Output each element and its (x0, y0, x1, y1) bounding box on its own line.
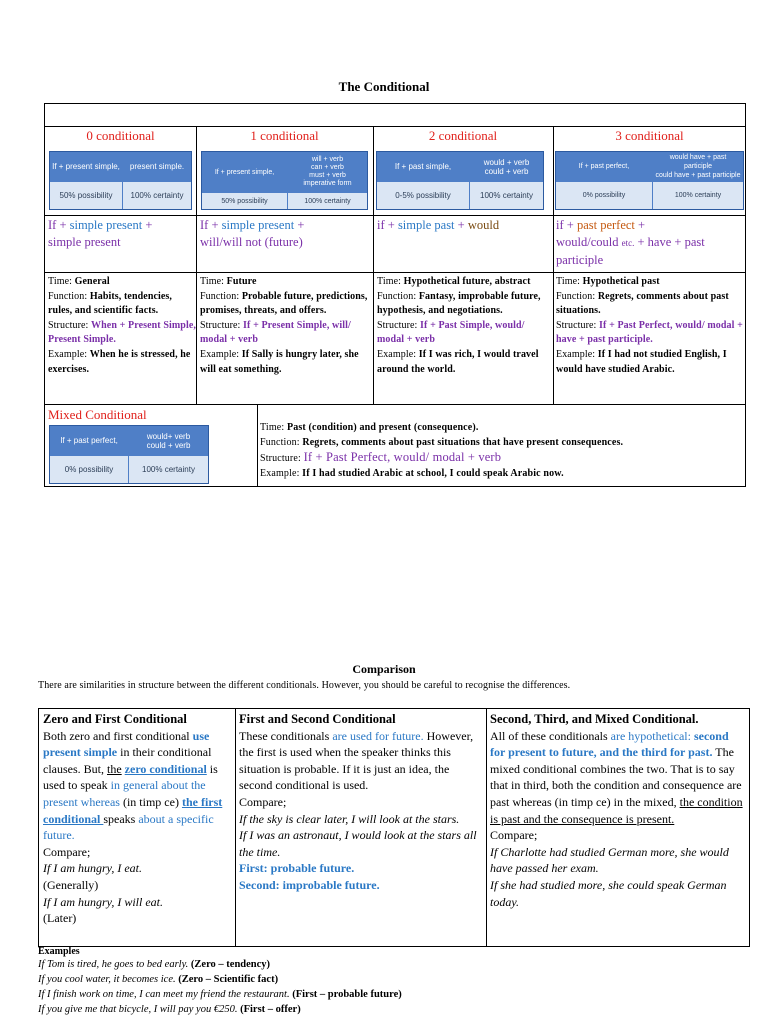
header-zero-conditional: 0 conditional (86, 128, 155, 143)
box-cell: 0% possibility (556, 182, 652, 209)
example: If Charlotte had studied German more, she would have passed her exam. (490, 844, 729, 876)
structure-value: If + Past Perfect, would/ modal + verb (303, 450, 502, 464)
example-sentence: If I finish work on time, I can meet my friend the restaurant. (38, 989, 290, 1000)
header-second-conditional: 2 conditional (428, 128, 498, 143)
text: the first conditional (43, 794, 223, 826)
box-cell: 0% possibility (50, 456, 128, 483)
box-cell: If + past perfect, (50, 426, 128, 455)
struct-part: + (454, 218, 468, 232)
box-cell: 0-5% possibility (377, 182, 469, 209)
column-title: Zero and First Conditional (43, 712, 187, 726)
struct-part: If + (48, 218, 70, 232)
box-cell: If + present simple, (50, 152, 122, 181)
column-title: First and Second Conditional (239, 712, 396, 726)
struct-part: will/will not (future) (200, 235, 303, 249)
label-structure: Structure: (260, 453, 304, 464)
box-cell: would have + past participle could have + past participle (653, 152, 743, 181)
text: Both zero and first conditional (43, 728, 193, 743)
comparison-table (38, 708, 750, 947)
structure-value: If + Past Perfect, would/ modal + have + past participle. (556, 319, 743, 346)
header-third-conditional: 3 conditional (615, 128, 684, 143)
box-cell: would+ verb could + verb (129, 426, 208, 455)
function-value: Fantasy, improbable future, hypothesis, and negotiations. (377, 290, 541, 317)
description-zero (48, 275, 196, 377)
text: First: probable future. (239, 861, 355, 876)
text: zero conditional (124, 761, 207, 776)
box-cell: 100% certainty (123, 182, 191, 209)
text: in general about the present whereas (43, 778, 206, 809)
time-value: Past (condition) and present (consequence). (286, 422, 479, 433)
struct-part: If + (200, 218, 222, 232)
examples-heading: Examples (38, 946, 80, 957)
example-item (38, 957, 402, 972)
box-cell: If + past simple, (377, 152, 469, 181)
text: is used to speak (43, 761, 218, 793)
description-first (200, 275, 372, 377)
struct-part: + have + past participle (556, 235, 705, 267)
struct-part: would/could (556, 235, 622, 249)
function-value: Habits, tendencies, rules, and scientific facts. (48, 290, 173, 317)
second-conditional-box (376, 151, 544, 210)
box-cell: will + verb can + verb must + verb imperative form (288, 152, 367, 192)
label-example: Example: (377, 348, 419, 360)
time-value: Future (226, 276, 257, 287)
label-function: Function: (260, 437, 303, 448)
text: (Later) (43, 911, 77, 926)
function-value: Probable future, predictions, promises, threats, and offers. (200, 290, 368, 317)
text: These conditionals (239, 728, 333, 743)
example: If the sky is clear later, I will look at the stars. (239, 811, 460, 826)
label-time: Time: (260, 422, 287, 433)
text: the (107, 761, 122, 776)
example: If I am hungry, I eat. (43, 861, 142, 876)
text: about a specific future. (43, 811, 214, 843)
struct-part: past perfect (576, 218, 635, 232)
comparison-intro: There are similarities in structure between the different conditionals. However, you should be careful to recognise the differences. (38, 680, 571, 691)
third-conditional-box (555, 151, 744, 210)
label-function: Function: (200, 290, 242, 302)
text: Compare; (239, 794, 287, 809)
page-title: The Conditional (338, 79, 430, 94)
structure-value: If + Past Simple, would/ modal + verb (377, 319, 525, 346)
struct-part: simple present (69, 218, 143, 232)
function-value: Regrets, comments about past situations that have present consequences. (302, 437, 624, 448)
box-cell: If + present simple, (202, 152, 287, 192)
comparison-title: Comparison (352, 662, 416, 676)
struct-part: simple present (48, 235, 121, 249)
box-cell: If + past perfect, (556, 152, 652, 181)
text: Compare; (490, 828, 538, 843)
struct-part: + (634, 218, 646, 232)
example: If I am hungry, I will eat. (43, 894, 163, 909)
box-cell: 50% possibility (50, 182, 122, 209)
structure-second (377, 217, 552, 234)
label-example: Example: (260, 468, 303, 479)
box-cell: 100% certainty (288, 193, 367, 209)
struct-part: etc. (621, 238, 635, 248)
struct-part: if + (556, 218, 577, 232)
example-tag: (Zero – Scientific fact) (178, 974, 279, 985)
header-first-conditional: 1 conditional (250, 128, 319, 143)
text: (Generally) (43, 877, 99, 892)
label-time: Time: (48, 276, 75, 287)
first-conditional-box (201, 151, 368, 210)
structure-zero (48, 217, 194, 251)
example: If she had studied more, she could speak German today. (490, 877, 727, 909)
text: the condition is past and the consequence is present. (490, 794, 743, 826)
comparison-col-zero-first (39, 709, 235, 946)
label-function: Function: (48, 290, 90, 302)
example-tag: (Zero – tendency) (190, 959, 271, 970)
example-value: When he is stressed, he exercises. (48, 348, 191, 375)
box-cell: 50% possibility (202, 193, 287, 209)
text: speaks (103, 811, 139, 826)
description-second (377, 275, 552, 377)
struct-part: if + (377, 218, 398, 232)
text: are hypothetical: (610, 728, 694, 743)
header-mixed-conditional: Mixed Conditional (48, 407, 147, 422)
structure-third (556, 217, 744, 269)
label-structure: Structure: (556, 319, 600, 331)
box-cell: 100% certainty (653, 182, 743, 209)
example-sentence: If you give me that bicycle, I will pay you €250. (38, 1004, 238, 1015)
mixed-conditional-box (49, 425, 209, 484)
structure-value: If + Present Simple, will/ modal + verb (200, 319, 351, 346)
label-example: Example: (200, 348, 242, 360)
box-cell: would + verb could + verb (470, 152, 543, 181)
example-tag: (First – probable future) (292, 989, 402, 1000)
example-value: If I had not studied English, I would have studied Arabic. (556, 348, 727, 375)
examples-section (38, 946, 402, 1017)
struct-part: + (142, 218, 153, 232)
structure-value: When + Present Simple, Present Simple. (48, 319, 196, 346)
label-example: Example: (48, 348, 90, 360)
text: second for present to future, and the third for past. (490, 728, 729, 760)
label-structure: Structure: (48, 319, 92, 331)
example-value: If I had studied Arabic at school, I could speak Arabic now. (302, 468, 564, 479)
text: are used for future. (332, 728, 424, 743)
description-mixed (260, 420, 623, 481)
text: Second: improbable future. (239, 877, 380, 892)
example: If I was an astronaut, I would look at the stars all the time. (239, 828, 477, 859)
box-cell: 100% certainty (470, 182, 543, 209)
example-item (38, 972, 402, 987)
struct-part: simple past (397, 218, 455, 232)
label-function: Function: (377, 290, 419, 302)
zero-conditional-box (49, 151, 192, 210)
time-value: Hypothetical past (582, 276, 660, 287)
example-tag: (First – offer) (240, 1004, 301, 1015)
struct-part: simple present (221, 218, 295, 232)
description-third (556, 275, 744, 377)
label-function: Function: (556, 290, 598, 302)
text: (in timp ce) (119, 794, 182, 809)
box-cell: present simple. (123, 152, 191, 181)
structure-first (200, 217, 372, 251)
example-item (38, 1002, 402, 1017)
column-title: Second, Third, and Mixed Conditional. (490, 712, 699, 726)
label-example: Example: (556, 348, 598, 360)
struct-part: would (467, 218, 500, 232)
time-value: Hypothetical future, abstract (403, 276, 531, 287)
example-value: If Sally is hungry later, she will eat something. (200, 348, 359, 375)
label-time: Time: (200, 276, 227, 287)
label-structure: Structure: (377, 319, 421, 331)
text: use present simple (43, 728, 210, 760)
label-structure: Structure: (200, 319, 244, 331)
example-sentence: If you cool water, it becomes ice. (38, 974, 176, 985)
text: Compare; (43, 844, 91, 859)
struct-part: + (294, 218, 305, 232)
example-item (38, 987, 402, 1002)
label-time: Time: (377, 276, 404, 287)
text: in their conditional clauses. But, (43, 745, 212, 776)
box-cell: 100% certainty (129, 456, 208, 483)
comparison-col-first-second (235, 709, 486, 946)
label-time: Time: (556, 276, 583, 287)
comparison-col-second-third-mixed (486, 709, 749, 946)
text: All of these conditionals (490, 728, 611, 743)
function-value: Regrets, comments about past situations. (556, 290, 729, 317)
text: The mixed conditional combines the two. That is to say that in third, both the condition and consequence are past whereas (in timp ce) in the mixed, (490, 745, 742, 809)
time-value: General (74, 276, 110, 287)
example-value: If I was rich, I would travel around the world. (377, 348, 539, 375)
example-sentence: If Tom is tired, he goes to bed early. (38, 959, 189, 970)
text: However, the first is used when the speaker thinks this situation is probable. If it is just an idea, the second conditional is used. (239, 728, 474, 793)
